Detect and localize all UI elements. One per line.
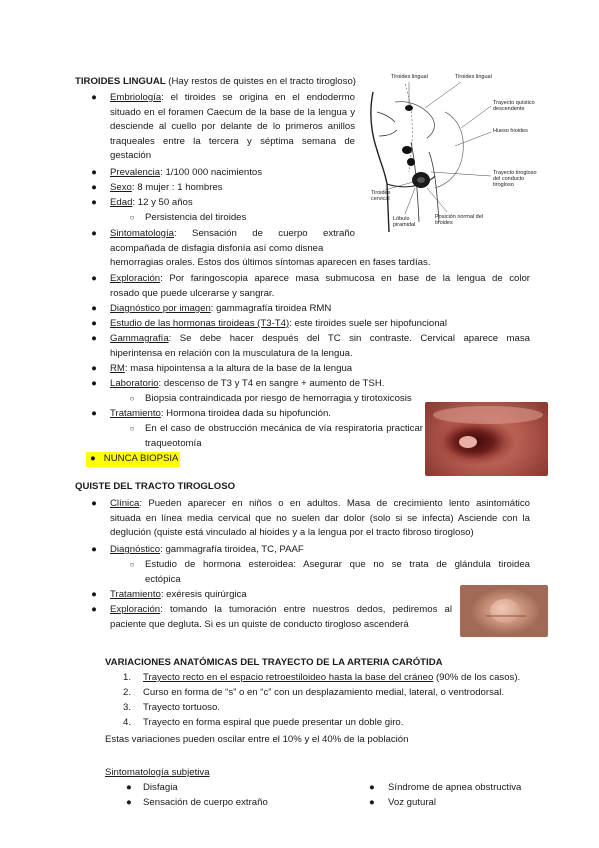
line: ectópica — [145, 573, 181, 585]
term-value: : exéresis quirúrgica — [160, 589, 247, 600]
bullet-icon: ● — [91, 303, 97, 314]
symptom-text: Síndrome de apnea obstructiva — [388, 782, 522, 793]
item-number: 3. — [123, 702, 132, 713]
item-number: 2. — [123, 687, 132, 698]
sub-item-text: Biopsia contraindicada por riesgo de hemorragia y tirotoxicosis — [145, 393, 412, 404]
diagram-label: Hueso hioides — [493, 128, 528, 134]
line: En el caso de obstrucción mecánica de vía respiratoria practicar — [145, 423, 423, 434]
line: traqueales entre la tercera y séptima semana de — [110, 135, 355, 147]
term-label: Sintomatología — [110, 228, 174, 239]
term-label: Edad — [110, 197, 133, 208]
palate-shape — [433, 406, 543, 424]
circle-bullet-icon: ○ — [129, 213, 135, 222]
symptom-text: Sensación de cuerpo extraño — [143, 797, 268, 808]
bullet-icon: ● — [91, 408, 97, 419]
term-label: Diagnóstico — [110, 544, 161, 555]
line: traqueotomía — [145, 437, 202, 449]
bullet-icon: ● — [91, 182, 97, 193]
line: desciende al cuello por delante de lo primeros anillos — [110, 121, 355, 132]
term-label: Embriología — [110, 92, 162, 103]
circle-bullet-icon: ○ — [129, 424, 135, 433]
bullet-icon: ● — [91, 273, 97, 284]
line: acompañada de disfagia disfonía así como disnea — [110, 242, 324, 254]
diagram-label: Posición normal del tiroides — [435, 214, 483, 226]
term-value: : gammagrafía tiroidea RMN — [210, 303, 332, 314]
term-value: : 8 mujer : 1 hombres — [131, 182, 223, 193]
line: hiperintensa en relación con la musculatura de la lengua. — [110, 347, 353, 359]
term-label: Exploración — [110, 273, 161, 284]
bullet-icon: ● — [126, 782, 132, 793]
item-text: Curso en forma de “s” o en “c” con un desplazamiento medial, lateral, o ventrodorsal. — [143, 687, 505, 698]
item-text-tail: (90% de los casos). — [433, 672, 521, 683]
line: : el tiroides se origina en el endodermo — [161, 92, 355, 103]
bullet-icon: ● — [91, 589, 97, 600]
term-value: : descenso de T3 y T4 en sangre + aumento de TSH. — [158, 378, 385, 389]
term-value: : masa hipointensa a la altura de la base de la lengua — [124, 363, 353, 374]
line: deglución (quiste está vinculado al hioides y a la lengua por el tracto fibroso tirogloso) — [110, 527, 474, 538]
diagram-label: Trayecto quístico descendente — [493, 100, 535, 112]
term-value: : Hormona tiroidea dada su hipofunción. — [160, 408, 331, 419]
bullet-icon: ● — [91, 363, 97, 374]
bullet-icon: ● — [126, 797, 132, 808]
bullet-icon: ● — [369, 797, 375, 808]
term-label: Gammagrafía — [110, 333, 169, 344]
diagram-label: Tiroides cervical — [371, 190, 391, 202]
thyroid-anatomy-diagram — [365, 72, 543, 232]
diagram-label: Trayecto tirogloso del conducto tirogloso — [493, 170, 537, 188]
term-label: Prevalencia — [110, 167, 161, 178]
term-label: Diagnóstico por imagen — [110, 303, 211, 314]
item-text: Trayecto recto en el espacio retroestiloideo hasta la base del cráneo — [143, 672, 434, 683]
line: : Se debe hacer después del TC sin contraste. Cervical aparece masa — [168, 333, 530, 344]
line: situado en el foramen Caecum de la base de la lengua y — [110, 106, 355, 118]
section-heading-note: (Hay restos de quistes en el tracto tirogloso) — [165, 76, 356, 87]
term-label: Laboratorio — [110, 378, 159, 389]
symptom-text: Voz gutural — [388, 797, 437, 808]
bullet-icon: ● — [90, 453, 96, 464]
line: hemorragias orales. Estos dos últimos síntomas aparecen en fases tardías. — [110, 257, 431, 268]
line: gestación — [110, 150, 152, 161]
item-number: 1. — [123, 672, 132, 683]
line: paciente que degluta. Si es un quiste de conducto tirogloso ascenderá — [110, 618, 409, 630]
section-heading: QUISTE DEL TRACTO TIROGLOSO — [75, 481, 236, 492]
section-title-tiroides-lingual — [75, 75, 375, 90]
bullet-icon: ● — [91, 318, 97, 329]
bullet-icon: ● — [369, 782, 375, 793]
line: : Por faringoscopia aparece masa submucosa en base de la lengua de color — [160, 273, 530, 284]
term-label: Tratamiento — [110, 408, 161, 419]
line: : tomando la tumoración entre nuestros dedos, pediremos al — [160, 604, 452, 615]
head-profile-drawing — [365, 72, 543, 232]
item-text: Trayecto tortuoso. — [143, 702, 220, 713]
bullet-icon: ● — [91, 544, 97, 555]
line: rosado que puede ulcerarse y sangrar. — [110, 287, 275, 299]
term-value: : 12 y 50 años — [132, 197, 193, 208]
warning-text: NUNCA BIOPSIA — [103, 453, 179, 464]
section-heading: Sintomatología subjetiva — [105, 767, 210, 778]
term-value: : gammagrafía tiroidea, TC, PAAF — [160, 544, 304, 555]
line: Estudio de hormona esteroidea: Asegurar que no se trata de glándula tiroidea — [145, 559, 530, 570]
diagram-label: Tiroides lingual — [391, 74, 428, 80]
variation-note: Estas variaciones pueden oscilar entre el 10% y el 40% de la población — [105, 734, 409, 745]
diagram-label: Lóbulo piramidal — [393, 216, 416, 228]
sub-item-text: Persistencia del tiroides — [145, 212, 247, 223]
term-value: : 1/100 000 nacimientos — [160, 167, 263, 178]
bullet-icon: ● — [91, 604, 97, 615]
diagram-label: Tiroides lingual — [455, 74, 492, 80]
line: situada en línea media cervical que no suelen dar dolor (solo si se infecta) Asciende con la — [110, 512, 530, 524]
term-label: Clínica — [110, 498, 140, 509]
symptom-text: Disfagia — [143, 782, 178, 793]
bullet-icon: ● — [91, 92, 97, 103]
oral-cavity-photo — [425, 402, 548, 476]
circle-bullet-icon: ○ — [129, 560, 135, 569]
lingual-mass-shape — [459, 436, 477, 448]
term-label: RM — [110, 363, 125, 374]
bullet-icon: ● — [91, 378, 97, 389]
bullet-icon: ● — [91, 498, 97, 509]
item-number: 4. — [123, 717, 132, 728]
item-text: Trayecto en forma espiral que puede presentar un doble giro. — [143, 717, 404, 728]
bullet-icon: ● — [91, 167, 97, 178]
term-label: Tratamiento — [110, 589, 161, 600]
bullet-icon: ● — [91, 197, 97, 208]
neck-cyst-photo — [460, 585, 548, 637]
cyst-bulge-shape — [490, 599, 520, 623]
line: : Sensación de cuerpo extraño — [174, 228, 355, 239]
term-label: Exploración — [110, 604, 161, 615]
term-value: : este tiroides suele ser hipofuncional — [289, 318, 448, 329]
section-heading: VARIACIONES ANATÓMICAS DEL TRAYECTO DE LA ARTERIA CARÓTIDA — [105, 657, 443, 668]
section-heading: TIROIDES LINGUAL — [75, 76, 166, 87]
skin-crease-shape — [486, 615, 526, 617]
bullet-icon: ● — [91, 228, 97, 239]
term-label: Estudio de las hormonas tiroideas (T3-T4) — [110, 318, 290, 329]
bullet-icon: ● — [91, 333, 97, 344]
term-label: Sexo — [110, 182, 132, 193]
highlighted-warning — [86, 452, 180, 467]
circle-bullet-icon: ○ — [129, 394, 135, 403]
line: : Pueden aparecer en niños o en adultos. Masa de crecimiento lento asintomático — [139, 498, 530, 509]
